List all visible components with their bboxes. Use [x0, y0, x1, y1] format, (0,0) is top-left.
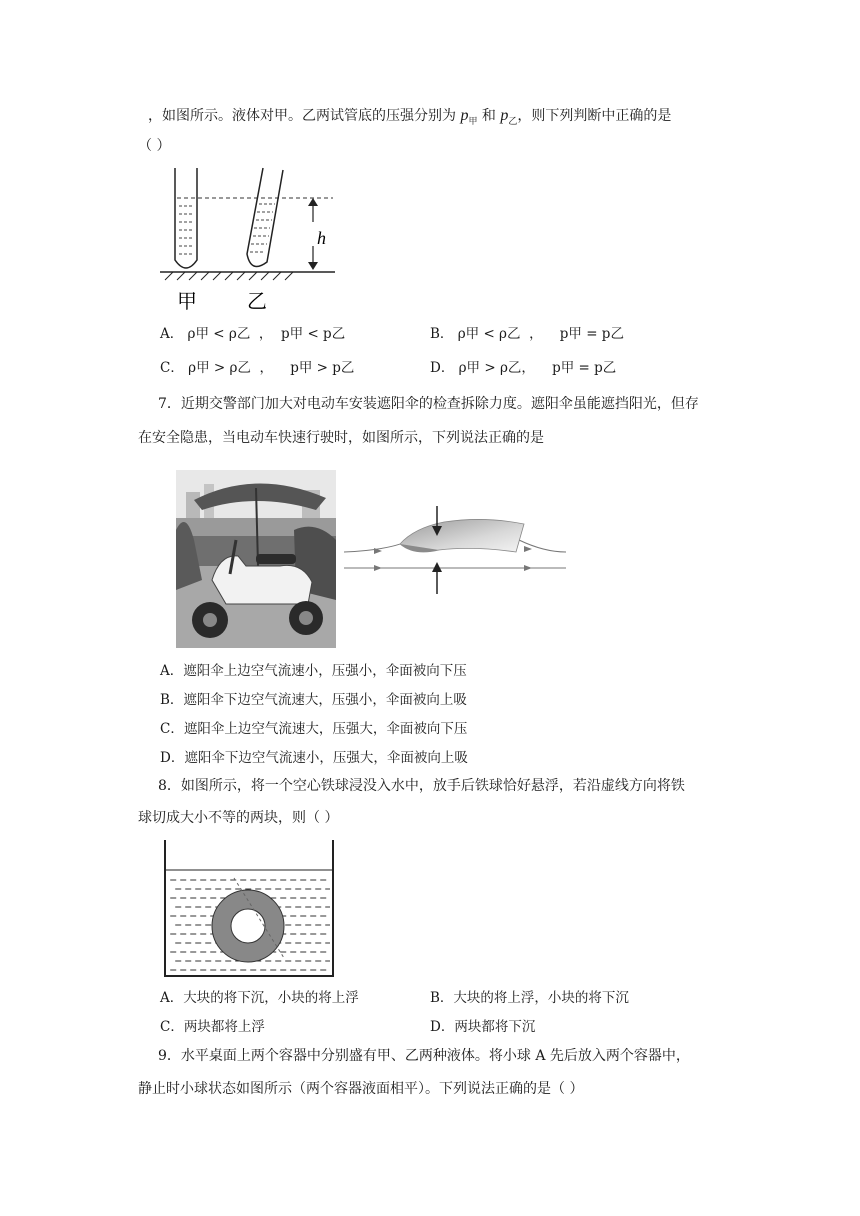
hollow-ball-container-figure: [162, 840, 338, 980]
q7-option-c[interactable]: C．遮阳伞上边空气流速大，压强大，伞面被向下压: [160, 721, 468, 737]
option-separator: ，: [529, 326, 543, 342]
q6-option-a[interactable]: [160, 324, 345, 344]
q6-option-b[interactable]: [430, 324, 624, 344]
q6-stem-line-1: [148, 106, 671, 132]
label-jia: 甲: [177, 289, 197, 312]
q7-option-d[interactable]: D．遮阳伞下边空气流速小，压强大，伞面被向上吸: [160, 750, 468, 766]
q7-stem-line-2: 在安全隐患，当电动车快速行驶时，如图所示，下列说法正确的是: [138, 430, 544, 446]
q6-answer-paren: （ ）: [138, 138, 171, 154]
option-density: ρ甲 < ρ乙: [187, 326, 251, 342]
option-separator: ，: [521, 360, 535, 376]
option-density: ρ甲 > ρ乙: [188, 360, 251, 376]
subscript-jia: 甲: [468, 116, 478, 127]
option-letter: A．: [160, 326, 184, 342]
option-pressure: p甲 = p乙: [552, 360, 617, 376]
option-separator: ，: [259, 360, 274, 376]
scooter-photo: [176, 470, 336, 648]
subscript-yi: 乙: [508, 116, 518, 127]
airflow-diagram: [344, 502, 570, 602]
q8-option-d[interactable]: D．两块都将下沉: [430, 1019, 536, 1035]
option-pressure: p甲 < p乙: [281, 326, 346, 342]
q8-option-b[interactable]: B．大块的将上浮，小块的将下沉: [430, 990, 629, 1006]
q6-stem-text-b: ，则下列判断中正确的是: [517, 108, 672, 124]
option-letter: B．: [430, 326, 454, 342]
q6-option-c[interactable]: [160, 358, 354, 378]
q8-option-c[interactable]: C．两块都将上浮: [160, 1019, 265, 1035]
q7-stem-line-1: 7．近期交警部门加大对电动车安装遮阳伞的检查拆除力度。遮阳伞虽能遮挡阳光，但存: [158, 396, 699, 412]
q8-stem-line-1: 8．如图所示，将一个空心铁球浸没入水中，放手后铁球恰好悬浮，若沿虚线方向将铁: [158, 778, 685, 794]
h-label: h: [317, 228, 326, 248]
option-separator: ，: [258, 326, 273, 342]
p-symbol: p: [500, 107, 509, 124]
option-letter: C．: [160, 360, 184, 376]
q8-stem-line-2: 球切成大小不等的两块，则（ ）: [138, 810, 339, 826]
option-pressure: p甲 = p乙: [559, 326, 624, 342]
and-text: 和: [481, 108, 501, 124]
option-density: ρ甲 < ρ乙: [457, 326, 521, 342]
q7-option-b[interactable]: B．遮阳伞下边空气流速大，压强小，伞面被向上吸: [160, 692, 467, 708]
q9-stem-line-2: 静止时小球状态如图所示（两个容器液面相平）。下列说法正确的是（ ）: [138, 1081, 584, 1097]
q6-stem-text-a: ，如图所示。液体对甲。乙两试管底的压强分别为: [148, 108, 461, 124]
q9-stem-line-1: 9．水平桌面上两个容器中分别盛有甲、乙两种液体。将小球 A 先后放入两个容器中，: [158, 1048, 690, 1064]
q6-option-d[interactable]: [430, 358, 616, 378]
option-pressure: p甲 > p乙: [290, 360, 355, 376]
q8-option-a[interactable]: A．大块的将下沉，小块的将上浮: [160, 990, 359, 1006]
option-density: ρ甲 > ρ乙: [458, 360, 522, 376]
p-symbol: p: [460, 107, 469, 124]
q7-option-a[interactable]: A．遮阳伞上边空气流速小，压强小，伞面被向下压: [160, 663, 467, 679]
test-tube-figure: [155, 162, 355, 312]
label-yi: 乙: [247, 289, 267, 312]
option-letter: D．: [430, 360, 455, 376]
